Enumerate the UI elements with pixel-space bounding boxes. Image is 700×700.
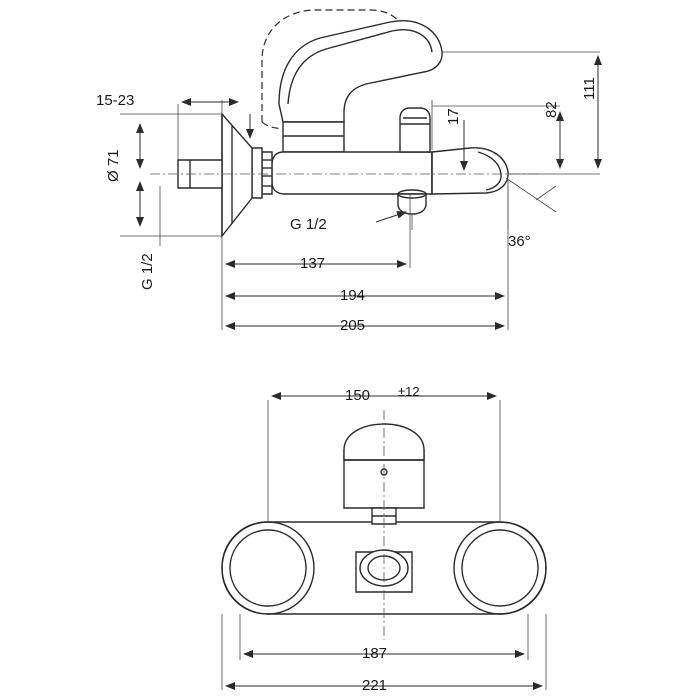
spout	[432, 148, 508, 194]
dim-label-221: 221	[362, 677, 388, 694]
dim-label-g12-left: G 1/2	[139, 253, 156, 290]
dim-label-137: 137	[300, 255, 326, 272]
lever-handle	[279, 21, 442, 122]
angle-arm-36	[536, 186, 556, 200]
dim-label-111: 111	[581, 77, 598, 100]
dim-label-17: 17	[445, 108, 462, 125]
diverter-knob	[400, 108, 430, 152]
dim-label-d71: Ø 71	[105, 149, 122, 182]
angle-leader-36	[506, 178, 556, 212]
dim-label-g12-bottom: G 1/2	[290, 216, 327, 233]
front-view-geometry	[222, 410, 546, 640]
dim-label-194: 194	[340, 287, 366, 304]
dim-label-36: 36°	[508, 233, 531, 250]
handle-stem	[283, 122, 344, 152]
union-nut	[252, 148, 262, 198]
mixer-body	[272, 152, 432, 194]
dim-label-187: 187	[362, 645, 388, 662]
dim-label-82: 82	[543, 101, 560, 118]
leader-g12-bottom	[376, 212, 406, 222]
union-nut-collar	[262, 152, 272, 194]
side-view-geometry	[150, 10, 540, 236]
dim-label-205: 205	[340, 317, 366, 334]
escutcheon-cone	[222, 114, 252, 236]
dim-label-tolerance-12: ±12	[398, 384, 420, 399]
dim-label-150: 150	[345, 387, 371, 404]
dim-label-15-23: 15-23	[96, 92, 135, 109]
